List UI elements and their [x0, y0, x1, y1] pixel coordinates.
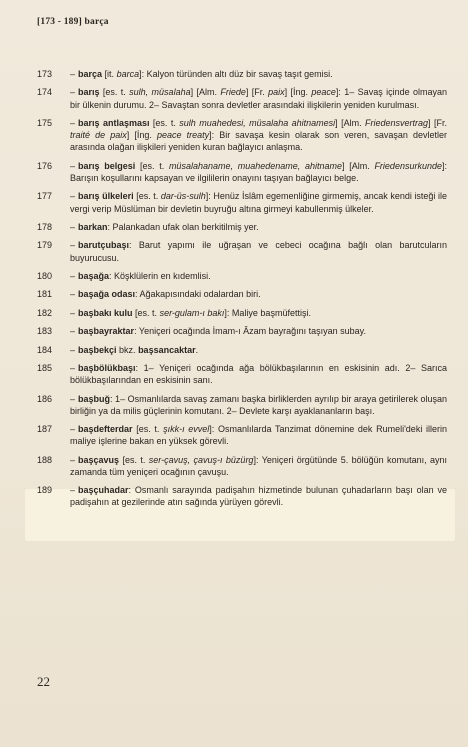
entry-179 — [37, 239, 447, 263]
entry-number: 180 — [37, 270, 53, 281]
entry-list — [37, 68, 447, 515]
entry-185 — [37, 362, 447, 386]
entry-number: 187 — [37, 424, 53, 435]
entry-text: – barça [it. barca]: Kalyon türünden altı düz bir savaş taşıt gemisi. — [70, 69, 333, 79]
entry-text: – barkan: Palankadan ufak olan berkitilmiş yer. — [70, 221, 259, 232]
entry-number: 182 — [37, 307, 53, 318]
entry-number: 186 — [37, 393, 53, 404]
entry-189 — [37, 484, 447, 508]
entry-187 — [37, 423, 447, 447]
entry-175 — [37, 117, 447, 154]
entry-text: – başağa: Köşklülerin en kıdemlisi. — [70, 270, 211, 281]
entry-text: – başçavuş [es. t. ser-çavuş, çavuş-ı büzürg]: Yeniçeri örgütünde 5. bölüğün komutanı, aynı zamanda tüm yeniçeri ocağının çavuşu. — [70, 454, 447, 477]
entry-text: – başbölükbaşı: 1– Yeniçeri ocağında ağa bölükbaşılarının en eskisinin adı. 2– Sarıca bölükbaşılarından en eskisinin sanı. — [70, 362, 447, 386]
entry-text: – barış belgesi [es. t. müsalahaname, muahedename, ahitname] [Alm. Friedensurkunde]: Barışın koşullarını kapsayan ve ilgililerin onayını taşıyan bağlayıcı belge. — [70, 160, 447, 183]
entry-text: – başçuhadar: Osmanlı sarayında padişahın hizmetinde bulunan çuhadarların başı olan ve padişahın at gezilerinde atın sağında yürüyen görevli. — [70, 485, 447, 508]
entry-number: 181 — [37, 289, 53, 300]
entry-text: – barış ülkeleri [es. t. dar-üs-sulh]: Henüz İslâm egemenliğine girmemiş, ancak kendi isteği ile vergi verip Müslüman bir devletin buyruğu altına girmeyi kabullenmiş ülkeler. — [70, 191, 448, 214]
entry-184 — [37, 344, 447, 356]
entry-number: 175 — [37, 117, 53, 128]
entry-174 — [37, 86, 447, 110]
entry-text: – başbakı kulu [es. t. ser-gulam-ı bakı]: Maliye başmüfettişi. — [70, 307, 311, 318]
entry-text: – başbekçi bkz. başsancaktar. — [70, 344, 199, 355]
entry-number: 178 — [37, 221, 53, 232]
entry-number: 173 — [37, 69, 53, 79]
entry-number: 184 — [37, 344, 53, 355]
entry-number: 177 — [37, 191, 53, 202]
entry-182 — [37, 307, 447, 319]
entry-183 — [37, 325, 447, 337]
entry-173 — [37, 68, 447, 80]
running-header: [173 - 189] barça — [37, 17, 109, 27]
entry-number: 179 — [37, 240, 53, 251]
entry-188 — [37, 454, 447, 478]
entry-number: 185 — [37, 362, 53, 373]
entry-text: – başdefterdar [es. t. şıkk-ı evvel]: Osmanlılarda Tanzimat dönemine dek Rumeli'deki illerin maliye işlerine bakan en yüksek görevli. — [70, 424, 447, 447]
page-number: 22 — [37, 674, 50, 689]
entry-178 — [37, 221, 447, 233]
entry-text: – barutçubaşı: Barut yapımı ile uğraşan ve cebeci ocağına bağlı olan barutcuların buyurucusu. — [70, 240, 447, 263]
entry-text: – barış [es. t. sulh, müsalaha] [Alm. Friede] [Fr. paix] [İng. peace]: 1– Savaş içinde olmayan bir ülkenin durumu. 2– Savaştan sonra devletler arasındaki ilişkilerin yeniden kurulması. — [70, 87, 447, 110]
entry-181 — [37, 288, 447, 300]
entry-number: 183 — [37, 326, 53, 337]
entry-number: 189 — [37, 485, 53, 496]
entry-text: – başbayraktar: Yeniçeri ocağında İmam-ı Âzam bayrağını taşıyan subay. — [70, 326, 367, 337]
entry-number: 176 — [37, 160, 53, 171]
entry-text: – barış antlaşması [es. t. sulh muahedesi, müsalaha ahitnamesi] [Alm. Friedensvertrag] [Fr. traité de paix] [İng. peace treaty]: Bir savaşa kesin olarak son veren, savaşan devletler arasında olağan ilişkileri yeniden kuran bağlayıcı anlaşma. — [70, 117, 448, 153]
entry-176 — [37, 160, 447, 184]
entry-text: – başbuğ: 1– Osmanlılarda savaş zamanı başka birliklerden ayrılıp bir araya getirilerek oluşan birliğin ya da milis güçlerinin komutanı. 2– Devlete karşı ayaklananların başı. — [70, 393, 447, 416]
entry-180 — [37, 270, 447, 282]
entry-number: 188 — [37, 454, 53, 465]
entry-number: 174 — [37, 87, 53, 98]
entry-text: – başağa odası: Ağakapısındaki odalardan biri. — [70, 289, 261, 300]
entry-186 — [37, 393, 447, 417]
entry-177 — [37, 190, 447, 214]
